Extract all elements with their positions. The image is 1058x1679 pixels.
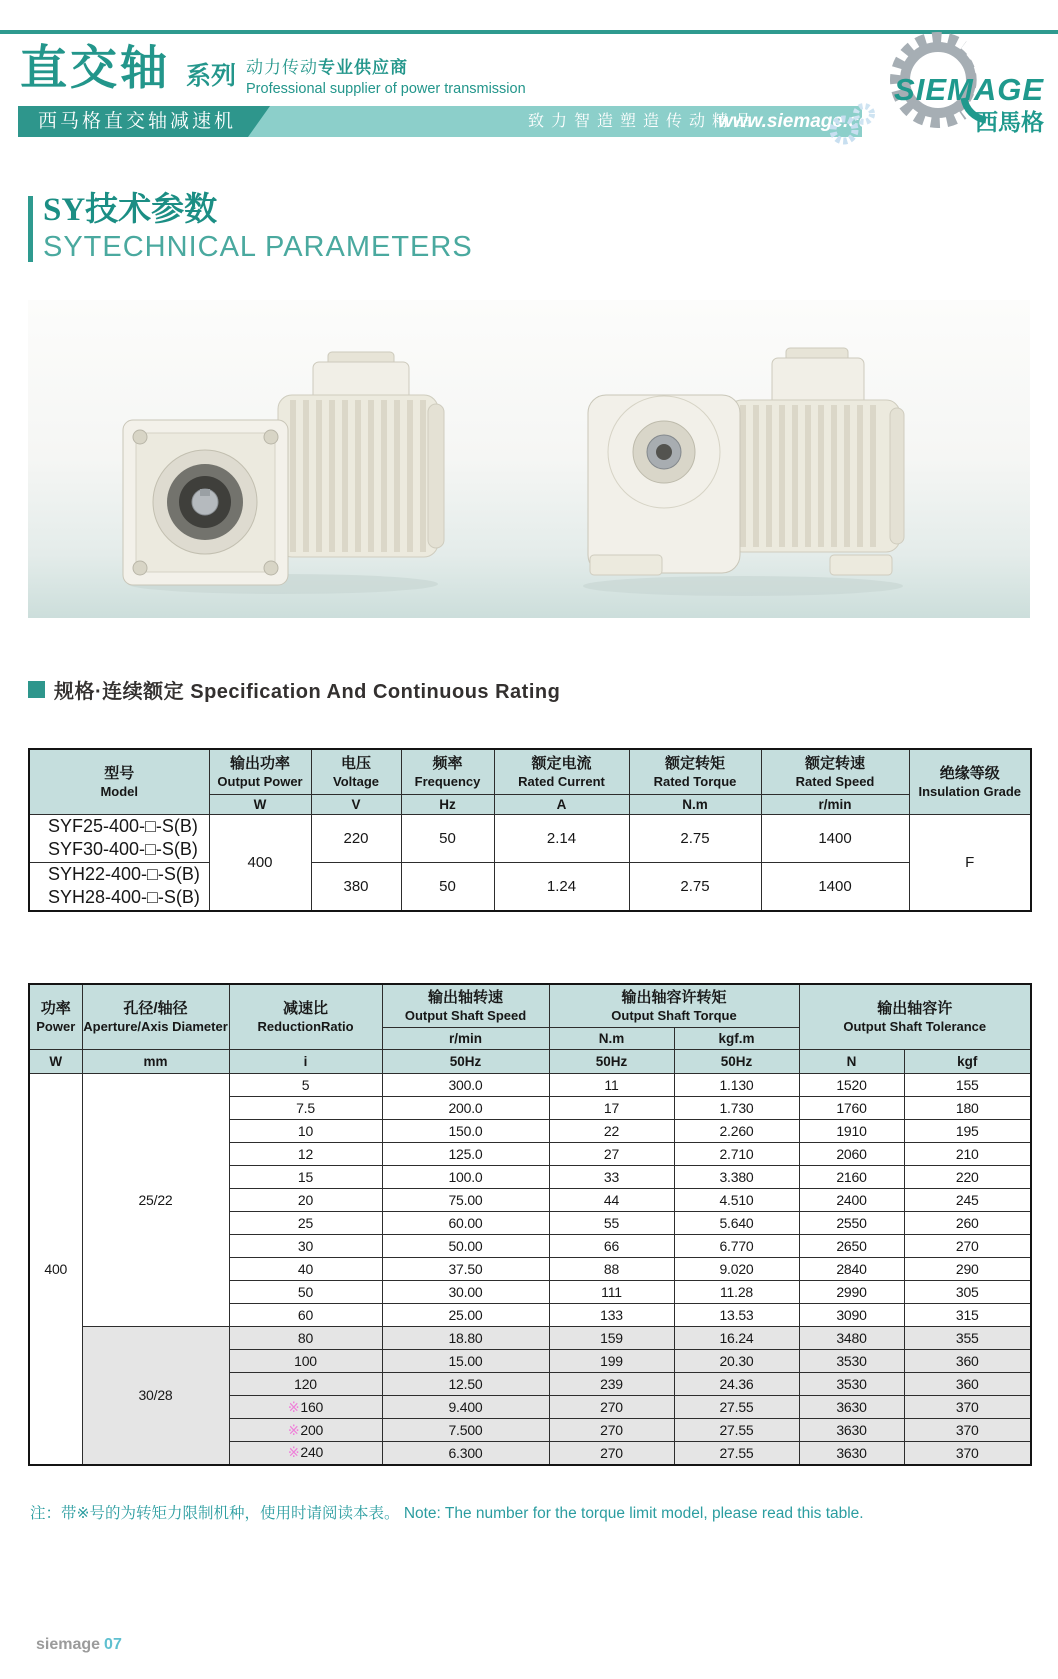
tolerance-n-cell: 1520 (799, 1074, 904, 1097)
torque-kgfm-cell: 20.30 (674, 1350, 799, 1373)
torque-nm-cell: 66 (549, 1235, 674, 1258)
col-insulation-grade: 绝缘等级 Insulation Grade (909, 749, 1031, 815)
col-aperture: 孔径/轴径 Aperture/Axis Diameter (82, 984, 229, 1050)
tolerance-kgf-cell: 155 (904, 1074, 1031, 1097)
parameters-table-body (29, 1074, 1031, 1465)
tolerance-n-cell: 2160 (799, 1166, 904, 1189)
insulation-cell: F (909, 815, 1031, 911)
col-rated-torque: 额定转矩 Rated Torque (629, 749, 761, 795)
tolerance-kgf-cell: 245 (904, 1189, 1031, 1212)
logo-wordmark: SIEMAGE (894, 72, 1044, 107)
speed-cell: 6.300 (382, 1442, 549, 1465)
table-row: SYH22-400-□-S(B) SYH28-400-□-S(B) 380 50 1.24 2.75 1400 (29, 862, 1031, 910)
speed-cell: 50.00 (382, 1235, 549, 1258)
speed-cell: 18.80 (382, 1327, 549, 1350)
tolerance-kgf-cell: 290 (904, 1258, 1031, 1281)
torque-kgfm-cell: 6.770 (674, 1235, 799, 1258)
torque-kgfm-cell: 27.55 (674, 1442, 799, 1465)
col-output-power: 输出功率 Output Power (209, 749, 311, 795)
torque-nm-cell: 239 (549, 1373, 674, 1396)
torque-limit-mark: ※ (287, 1398, 300, 1415)
series-title-cn: 直交轴 (20, 41, 170, 94)
page-title-cn: SY技术参数 (43, 192, 218, 228)
page-footer (36, 1636, 122, 1654)
torque-nm-cell: 27 (549, 1143, 674, 1166)
product-photo-right (583, 348, 904, 596)
spec-section-heading (28, 675, 560, 704)
col-reduction-ratio: 减速比 ReductionRatio (229, 984, 382, 1050)
series-suffix: 系列 (186, 62, 237, 91)
footnote-en: Note: The number for the torque limit model, please read this table. (403, 1505, 864, 1522)
torque-sub-kgfm: kgf.m (674, 1028, 799, 1050)
speed-cell: 7.500 (382, 1419, 549, 1442)
tolerance-kgf-cell: 220 (904, 1166, 1031, 1189)
torque-kgfm-cell: 1.130 (674, 1074, 799, 1097)
tolerance-n-cell: 2990 (799, 1281, 904, 1304)
torque-kgfm-cell: 1.730 (674, 1097, 799, 1120)
ratio-cell: 100 (229, 1350, 382, 1373)
ratio-cell: ※160 (229, 1396, 382, 1419)
table-row: SYF25-400-□-S(B) SYF30-400-□-S(B) 400 220 50 2.14 2.75 1400 F (29, 815, 1031, 863)
tolerance-kgf-cell: 370 (904, 1396, 1031, 1419)
speed-cell: 100.0 (382, 1166, 549, 1189)
output-power-cell: 400 (209, 815, 311, 911)
speed-cell: 15.00 (382, 1350, 549, 1373)
aperture-cell: 30/28 (82, 1327, 229, 1465)
ratio-cell: ※240 (229, 1442, 382, 1465)
footer-brand: siemage (36, 1636, 101, 1653)
torque-nm-cell: 33 (549, 1166, 674, 1189)
ratio-cell: 25 (229, 1212, 382, 1235)
tolerance-kgf-cell: 355 (904, 1327, 1031, 1350)
torque-kgfm-cell: 27.55 (674, 1419, 799, 1442)
torque-limit-mark: ※ (287, 1444, 300, 1461)
col-output-shaft-tolerance: 输出轴容许 Output Shaft Tolerance (799, 984, 1031, 1050)
logo-cn: 西馬格 (975, 110, 1044, 135)
col-output-shaft-speed: 输出轴转速 Output Shaft Speed (382, 984, 549, 1028)
ratio-cell: 80 (229, 1327, 382, 1350)
power-cell: 400 (29, 1074, 82, 1465)
product-photo (28, 300, 1030, 618)
tolerance-kgf-cell: 260 (904, 1212, 1031, 1235)
header-banner (18, 106, 888, 137)
ratio-cell: 5 (229, 1074, 382, 1097)
speed-cell: 37.50 (382, 1258, 549, 1281)
col-voltage: 电压 Voltage (311, 749, 401, 795)
col-model: 型号 Model (29, 749, 209, 815)
speed-cell: 200.0 (382, 1097, 549, 1120)
supplier-tagline-cn: 动力传动专业供应商 (246, 58, 408, 77)
rating-table (28, 748, 1032, 912)
footnote (30, 1501, 864, 1523)
tolerance-n-cell: 3630 (799, 1419, 904, 1442)
banner-website-url[interactable]: www.siemage.com (718, 111, 888, 132)
ratio-cell: 15 (229, 1166, 382, 1189)
tolerance-n-cell: 3530 (799, 1373, 904, 1396)
torque-nm-cell: 17 (549, 1097, 674, 1120)
tolerance-n-cell: 1760 (799, 1097, 904, 1120)
page-title-en: SYTECHNICAL PARAMETERS (43, 231, 473, 264)
supplier-tagline (246, 53, 526, 97)
torque-sub-nm: N.m (549, 1028, 674, 1050)
tolerance-kgf-cell: 195 (904, 1120, 1031, 1143)
tolerance-n-cell: 2840 (799, 1258, 904, 1281)
speed-cell: 25.00 (382, 1304, 549, 1327)
speed-cell: 9.400 (382, 1396, 549, 1419)
ratio-cell: 30 (229, 1235, 382, 1258)
spec-heading-text: 规格·连续额定 Specification And Continuous Rating (54, 681, 561, 703)
footer-page-number: 07 (104, 1636, 122, 1653)
ratio-cell: ※200 (229, 1419, 382, 1442)
col-rated-current: 额定电流 Rated Current (494, 749, 629, 795)
col-power: 功率 Power (29, 984, 82, 1050)
torque-kgfm-cell: 2.260 (674, 1120, 799, 1143)
tolerance-n-cell: 2650 (799, 1235, 904, 1258)
torque-kgfm-cell: 3.380 (674, 1166, 799, 1189)
torque-kgfm-cell: 13.53 (674, 1304, 799, 1327)
speed-cell: 75.00 (382, 1189, 549, 1212)
torque-nm-cell: 88 (549, 1258, 674, 1281)
col-rated-speed: 额定转速 Rated Speed (761, 749, 909, 795)
ratio-cell: 12 (229, 1143, 382, 1166)
parameters-table (28, 983, 1032, 1466)
tolerance-n-cell: 2550 (799, 1212, 904, 1235)
torque-kgfm-cell: 11.28 (674, 1281, 799, 1304)
aperture-cell: 25/22 (82, 1074, 229, 1327)
product-photo-left (123, 352, 444, 594)
banner-slogan: 致力智造塑造传动精品 (528, 113, 759, 130)
torque-kgfm-cell: 2.710 (674, 1143, 799, 1166)
title-accent-bar (28, 196, 33, 262)
ratio-cell: 50 (229, 1281, 382, 1304)
ratio-cell: 40 (229, 1258, 382, 1281)
banner-product-label: 西马格直交轴减速机 (38, 111, 237, 132)
page-title (28, 192, 473, 264)
unit-row: W mm i 50Hz 50Hz 50Hz N kgf (29, 1050, 1031, 1074)
tolerance-n-cell: 3090 (799, 1304, 904, 1327)
model-cell: SYF25-400-□-S(B) SYF30-400-□-S(B) (29, 815, 209, 863)
torque-nm-cell: 270 (549, 1396, 674, 1419)
torque-kgfm-cell: 4.510 (674, 1189, 799, 1212)
tolerance-kgf-cell: 370 (904, 1419, 1031, 1442)
speed-cell: 300.0 (382, 1074, 549, 1097)
speed-cell: 30.00 (382, 1281, 549, 1304)
torque-nm-cell: 22 (549, 1120, 674, 1143)
col-output-shaft-torque: 输出轴容许转矩 Output Shaft Torque (549, 984, 799, 1028)
table-row (29, 1074, 1031, 1097)
tolerance-kgf-cell: 360 (904, 1350, 1031, 1373)
ratio-cell: 10 (229, 1120, 382, 1143)
tolerance-n-cell: 3630 (799, 1442, 904, 1465)
tolerance-kgf-cell: 370 (904, 1442, 1031, 1465)
ratio-cell: 20 (229, 1189, 382, 1212)
torque-kgfm-cell: 24.36 (674, 1373, 799, 1396)
tolerance-n-cell: 3530 (799, 1350, 904, 1373)
tolerance-n-cell: 3480 (799, 1327, 904, 1350)
tolerance-kgf-cell: 305 (904, 1281, 1031, 1304)
torque-nm-cell: 111 (549, 1281, 674, 1304)
torque-nm-cell: 55 (549, 1212, 674, 1235)
col-frequency: 频率 Frequency (401, 749, 494, 795)
speed-cell: 125.0 (382, 1143, 549, 1166)
footnote-cn: 注：带※号的为转矩力限制机种，使用时请阅读本表。 (30, 1505, 400, 1522)
tolerance-kgf-cell: 210 (904, 1143, 1031, 1166)
series-title (20, 41, 237, 94)
speed-sub-unit: r/min (382, 1028, 549, 1050)
tolerance-kgf-cell: 360 (904, 1373, 1031, 1396)
tolerance-kgf-cell: 315 (904, 1304, 1031, 1327)
speed-cell: 150.0 (382, 1120, 549, 1143)
torque-kgfm-cell: 27.55 (674, 1396, 799, 1419)
speed-cell: 60.00 (382, 1212, 549, 1235)
tolerance-n-cell: 2060 (799, 1143, 904, 1166)
torque-nm-cell: 159 (549, 1327, 674, 1350)
ratio-cell: 60 (229, 1304, 382, 1327)
tolerance-kgf-cell: 180 (904, 1097, 1031, 1120)
speed-cell: 12.50 (382, 1373, 549, 1396)
torque-kgfm-cell: 5.640 (674, 1212, 799, 1235)
torque-nm-cell: 44 (549, 1189, 674, 1212)
torque-nm-cell: 199 (549, 1350, 674, 1373)
torque-kgfm-cell: 16.24 (674, 1327, 799, 1350)
torque-nm-cell: 11 (549, 1074, 674, 1097)
ratio-cell: 120 (229, 1373, 382, 1396)
torque-kgfm-cell: 9.020 (674, 1258, 799, 1281)
tolerance-n-cell: 3630 (799, 1396, 904, 1419)
torque-limit-mark: ※ (287, 1421, 300, 1438)
torque-nm-cell: 270 (549, 1419, 674, 1442)
torque-nm-cell: 133 (549, 1304, 674, 1327)
torque-nm-cell: 270 (549, 1442, 674, 1465)
tolerance-kgf-cell: 270 (904, 1235, 1031, 1258)
unit-row: W V Hz A N.m r/min (29, 795, 1031, 815)
square-bullet-icon (28, 681, 45, 698)
tolerance-n-cell: 2400 (799, 1189, 904, 1212)
model-cell: SYH22-400-□-S(B) SYH28-400-□-S(B) (29, 862, 209, 910)
gear-motor-illustration (28, 300, 1030, 618)
supplier-tagline-en: Professional supplier of power transmission (246, 81, 526, 97)
siemage-logo (846, 28, 1046, 136)
table-row (29, 1327, 1031, 1350)
ratio-cell: 7.5 (229, 1097, 382, 1120)
tolerance-n-cell: 1910 (799, 1120, 904, 1143)
